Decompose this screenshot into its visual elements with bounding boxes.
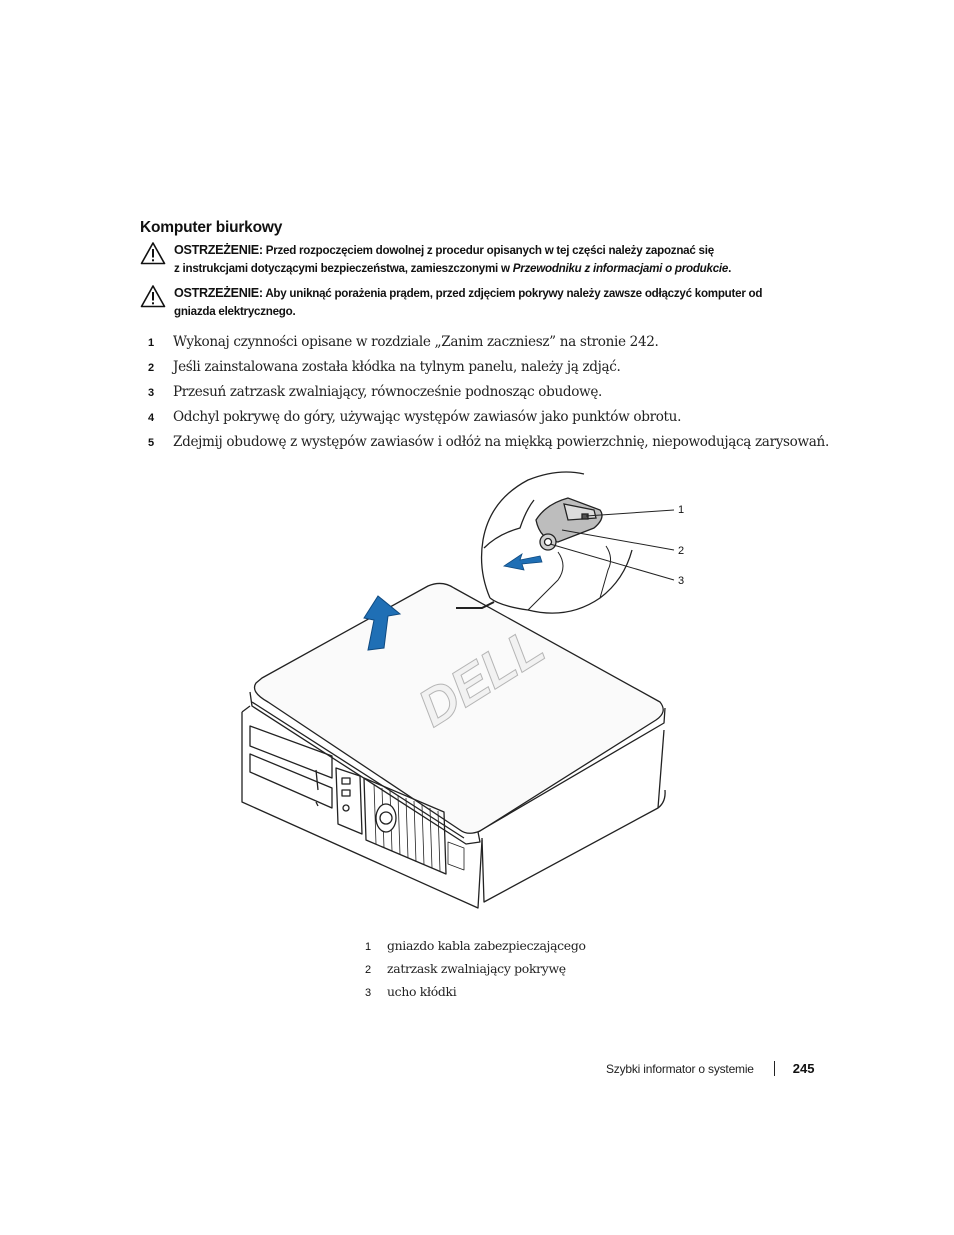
callout-1: 1 [678,504,685,516]
step-number: 1 [148,337,155,349]
legend-text: gniazdo kabla zabezpieczającego [387,938,586,953]
step-number: 5 [148,437,155,449]
usb-port [342,778,350,784]
legend-number: 2 [365,964,372,976]
slide-arrow-icon [504,554,542,570]
detail-inset [456,472,632,613]
warning-1-period: . [728,262,732,275]
legend-item [365,938,586,961]
legend-number: 3 [365,987,372,999]
product-info-guide-title: Przewodniku z informacjami o produkcie [512,262,729,275]
computer-cover-removal-illustration [228,470,698,918]
footer-book-title: Szybki informator o systemie [606,1061,754,1076]
security-cable-slot [582,514,588,519]
warning-label: OSTRZEŻENIE: [174,286,263,300]
step-text: Wykonaj czynności opisane w rozdziale „Zanim zaczniesz” na stronie 242. [173,334,659,350]
warning-triangle-icon [140,284,166,308]
warning-1-line1: Przed rozpoczęciem dowolnej z procedur opisanych w tej części należy zapoznać się [265,244,714,257]
steps-list [148,334,829,459]
step-number: 2 [148,362,155,374]
page-number: 245 [792,1061,815,1076]
warning-1-text [174,241,820,278]
dell-logo: DELL [408,617,555,739]
section-title: Komputer biurkowy [140,219,283,236]
legend-item [365,984,586,1007]
figure-legend [365,938,586,1007]
legend-item [365,961,586,984]
callout-line-3 [550,544,674,580]
warning-2-line1: Aby uniknąć porażenia prądem, przed zdjęciem pokrywy należy zawsze odłączyć komputer od [265,287,763,300]
legend-text: zatrzask zwalniający pokrywę [387,961,566,976]
warning-2-text [174,284,820,321]
callout-line-2 [562,530,674,550]
step-item [148,409,829,434]
footer-divider [774,1061,775,1076]
warning-triangle-icon [140,241,166,265]
step-text: Jeśli zainstalowana została kłódka na tylnym panelu, należy ją zdjąć. [173,359,621,375]
step-item [148,434,829,459]
callout-3: 3 [678,575,685,587]
step-text: Przesuń zatrzask zwalniający, równocześnie podnosząc obudowę. [173,384,602,400]
legend-number: 1 [365,941,372,953]
dell-badge [376,804,396,832]
warning-2-line2: gniazda elektrycznego. [174,305,296,318]
warning-label: OSTRZEŻENIE: [174,243,263,257]
warning-1 [140,241,820,278]
step-text: Zdejmij obudowę z występów zawiasów i odłóż na miękką powierzchnię, niepowodującą zarysowań. [173,434,829,450]
step-item [148,384,829,409]
step-text: Odchyl pokrywę do góry, używając występów zawiasów jako punktów obrotu. [173,409,682,425]
warning-1-line2: z instrukcjami dotyczącymi bezpieczeństwa, zamieszczonymi w [174,262,513,275]
step-number: 4 [148,412,155,424]
step-item [148,359,829,384]
page-footer [606,1061,814,1076]
audio-jack [343,805,349,811]
step-number: 3 [148,387,155,399]
warning-2 [140,284,820,321]
callout-2: 2 [678,545,685,557]
step-item [148,334,829,359]
usb-port [342,790,350,796]
legend-text: ucho kłódki [387,984,457,999]
